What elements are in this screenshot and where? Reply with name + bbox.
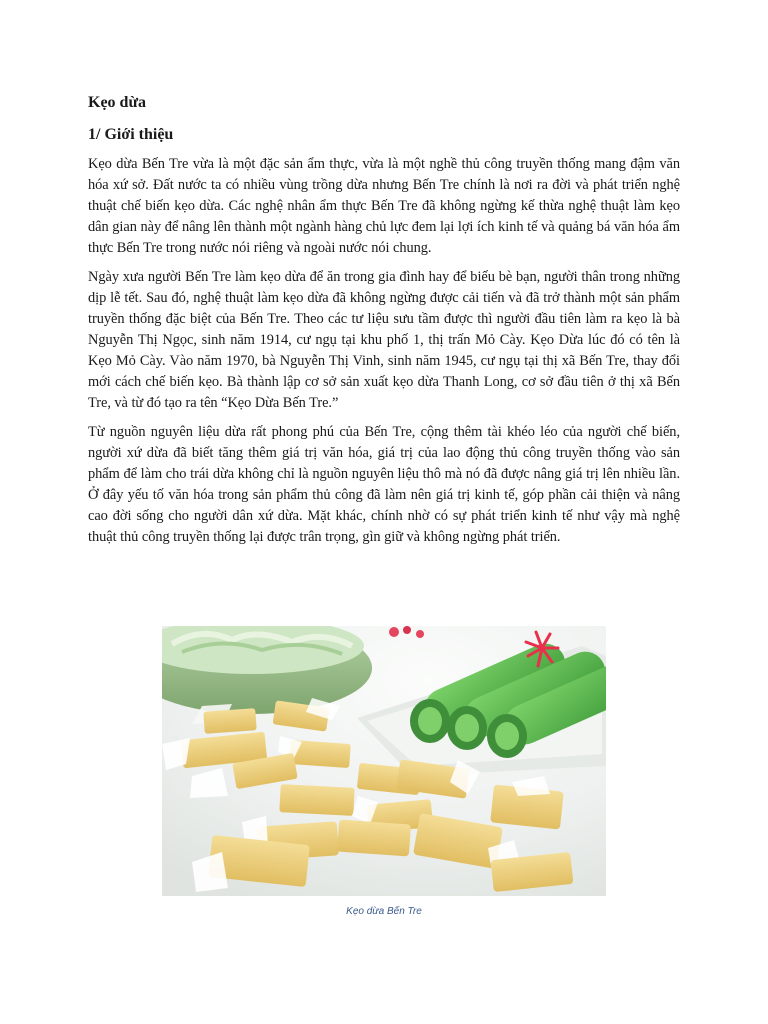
coconut-candy-photo — [162, 626, 606, 896]
paragraph-1: Kẹo dừa Bến Tre vừa là một đặc sản ẩm thực, vừa là một nghề thủ công truyền thống mang đậm văn hóa xứ sở. Đất nước ta có nhiều vùng trồng dừa nhưng Bến Tre chính là nơi ra đời và phát triển nghệ thuật chế biến kẹo dừa. Các nghệ nhân ẩm thực Bến Tre đã không ngừng kế thừa nghệ thuật làm kẹo dân gian này để nâng lên thành một ngành hàng chủ lực đem lại lợi ích kinh tế và quảng bá văn hóa ẩm thực Bến Tre trong nước nói riêng và ngoài nước nói chung. — [88, 156, 680, 256]
paragraph-2: Ngày xưa người Bến Tre làm kẹo dừa để ăn trong gia đình hay để biếu bè bạn, người thân trong những dịp lễ tết. Sau đó, nghệ thuật làm kẹo dừa đã không ngừng được cải tiến và đã trở thành một sản phẩm truyền thống đặc biệt của Bến Tre. Theo các tư liệu sưu tầm được thì người đầu tiên làm ra kẹo là bà Nguyễn Thị Ngọc, sinh năm 1914, cư ngụ tại khu phố 1, thị trấn Mỏ Cày. Kẹo Dừa lúc đó có tên là Kẹo Mỏ Cày. Vào năm 1970, bà Nguyễn Thị Vinh, sinh năm 1945, cư ngụ tại thị xã Bến Tre, thay đổi mới cách chế biến kẹo. Bà thành lập cơ sở sản xuất kẹo dừa Thanh Long, cơ sở đầu tiên ở thị xã Bến Tre, và từ đó tạo ra tên “Kẹo Dừa Bến Tre.” — [88, 269, 680, 411]
document-title: Kẹo dừa — [88, 94, 147, 111]
photo-illustration — [162, 626, 606, 896]
figure-caption: Kẹo dừa Bến Tre — [346, 906, 422, 917]
document-body — [88, 92, 680, 556]
paragraph-3: Từ nguồn nguyên liệu dừa rất phong phú của Bến Tre, cộng thêm tài khéo léo của người chế biến, người xứ dừa đã biết tăng thêm giá trị văn hóa, giá trị của lao động thủ công truyền thống vào sản phẩm để làm cho trái dừa không chỉ là nguồn nguyên liệu thô mà nó đã được nâng giá trị lên nhiều lần. Ở đây yếu tố văn hóa trong sản phẩm thủ công đã làm nên giá trị kinh tế, góp phần cải thiện và nâng cao đời sống cho người dân xứ dừa. Mặt khác, chính nhờ có sự phát triển kinh tế như vậy mà nghệ thuật thủ công truyền thống lại được trân trọng, gìn giữ và không ngừng phát triển. — [88, 424, 680, 545]
section-heading: 1/ Giới thiệu — [88, 126, 174, 143]
